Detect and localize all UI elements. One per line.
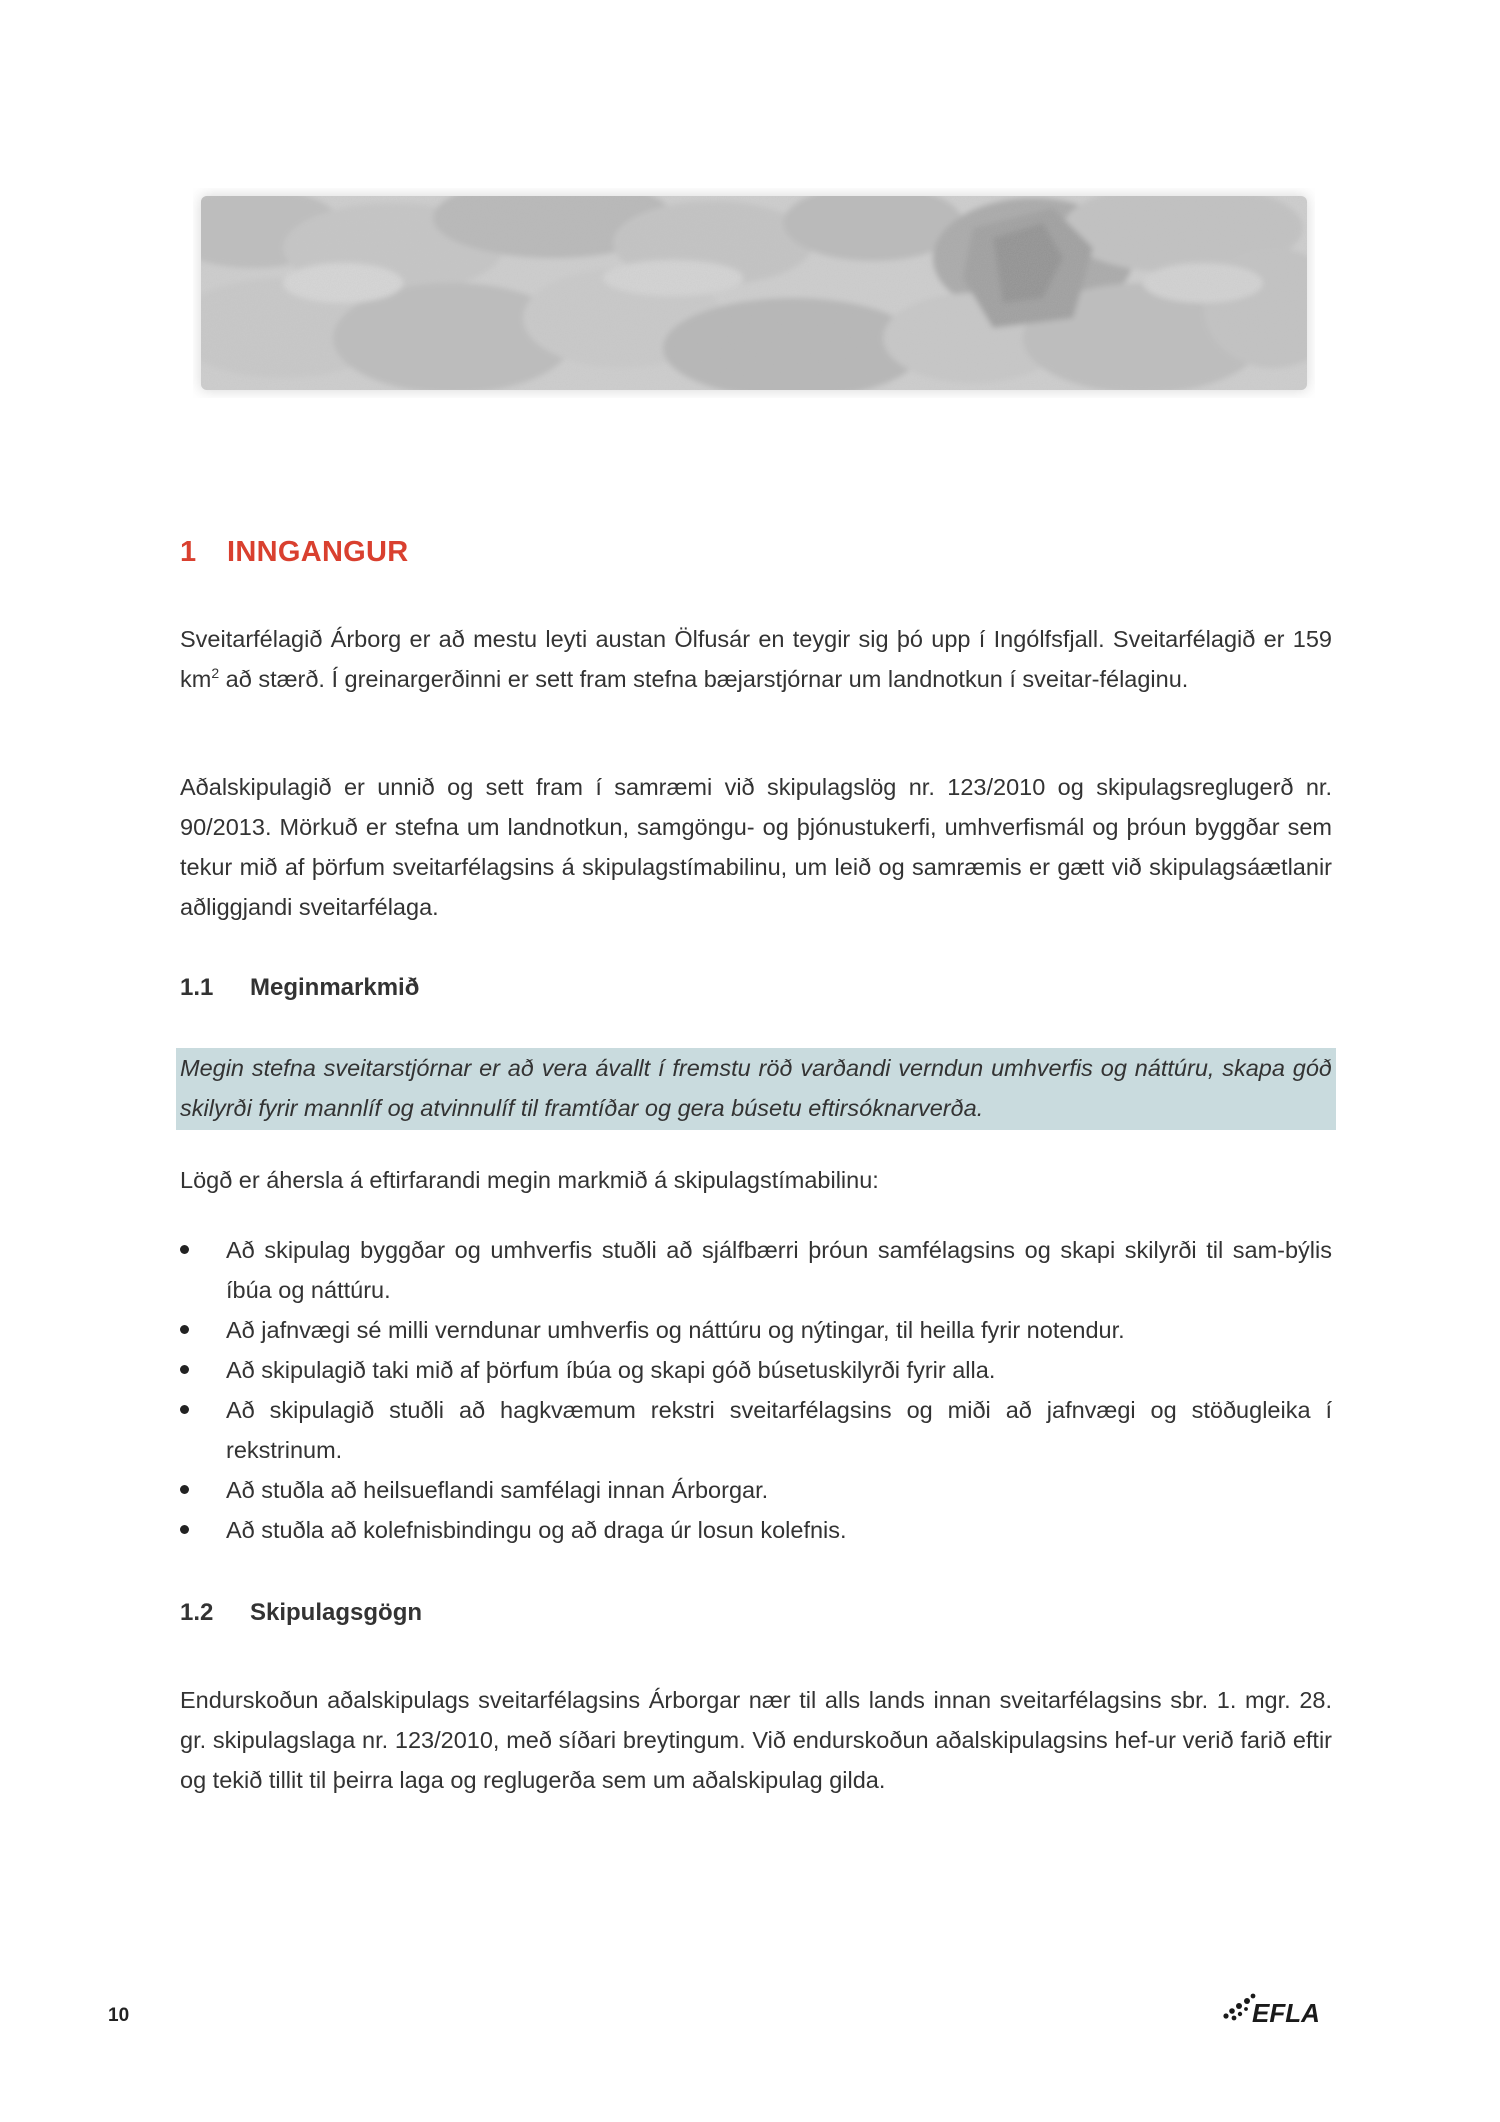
goals-bullet-list [180, 1230, 1332, 1550]
list-item: Að stuðla að kolefnisbindingu og að draga úr losun kolefnis. [180, 1510, 1332, 1550]
section-title: INNGANGUR [227, 536, 409, 568]
policy-statement: Megin stefna sveitarstjórnar er að vera ávallt í fremstu röð varðandi verndun umhverfis og náttúru, skapa góð skilyrði fyrir mannlíf og atvinnulíf til framtíðar og gera búsetu eftirsóknarverða. [180, 1055, 1332, 1121]
header-banner-image [193, 188, 1315, 398]
planning-documents-paragraph: Endurskoðun aðalskipulags sveitarfélagsins Árborgar nær til alls lands innan sveitarfélagsins sbr. 1. mgr. 28. gr. skipulagslaga nr. 123/2010, með síðari breytingum. Við endurskoðun aðalskipulagsins hef-ur verið farið eftir og tekið tillit til þeirra laga og reglugerða sem um aðalskipulag gilda. [180, 1687, 1332, 1793]
bullet-icon [180, 1325, 189, 1334]
section-number: 1 [180, 536, 197, 568]
bullet-icon [180, 1405, 189, 1414]
svg-text:EFLA: EFLA [1252, 1998, 1320, 2026]
bullet-icon [180, 1365, 189, 1374]
list-item: Að skipulag byggðar og umhverfis stuðli að sjálfbærri þróun samfélagsins og skapi skilyrði til sam-býlis íbúa og náttúru. [180, 1230, 1332, 1310]
bullet-icon [180, 1245, 189, 1254]
superscript-2: 2 [211, 665, 220, 682]
intro-text-part-2: að stærð. Í greinargerðinni er sett fram stefna bæjarstjórnar um landnotkun í sveitar-félaginu. [219, 666, 1189, 692]
subsection-heading-1-2 [180, 1599, 422, 1627]
intro-text-part-1: Sveitarfélagið Árborg er að mestu leyti austan Ölfusár en teygir sig þó upp í Ingólfsfjall. Sveitarfélagið er 159 km [180, 626, 1332, 692]
policy-highlight-box [176, 1048, 1336, 1130]
subsection-title: Skipulagsgögn [250, 1599, 423, 1626]
list-item: Að jafnvægi sé milli verndunar umhverfis og náttúru og nýtingar, til heilla fyrir notendur. [180, 1310, 1332, 1350]
efla-logo [1222, 1990, 1334, 2026]
goals-lead-paragraph: Lögð er áhersla á eftirfarandi megin markmið á skipulagstímabilinu: [180, 1167, 879, 1193]
subsection-number: 1.2 [180, 1599, 214, 1626]
subsection-number: 1.1 [180, 974, 214, 1001]
bullet-icon [180, 1485, 189, 1494]
list-item: Að skipulagið taki mið af þörfum íbúa og skapi góð búsetuskilyrði fyrir alla. [180, 1350, 1332, 1390]
subsection-heading-1-1 [180, 974, 419, 1002]
list-item: Að stuðla að heilsueflandi samfélagi innan Árborgar. [180, 1470, 1332, 1510]
list-item: Að skipulagið stuðli að hagkvæmum rekstri sveitarfélagsins og miði að jafnvægi og stöðugleika í rekstrinum. [180, 1390, 1332, 1470]
section-heading [180, 536, 409, 569]
intro-paragraph-2: Aðalskipulagið er unnið og sett fram í samræmi við skipulagslög nr. 123/2010 og skipulagsreglugerð nr. 90/2013. Mörkuð er stefna um landnotkun, samgöngu- og þjónustukerfi, umhverfismál og þróun byggðar sem tekur mið af þörfum sveitarfélagsins á skipulagstímabilinu, um leið og samræmis er gætt við skipulagsáætlanir aðliggjandi sveitarfélaga. [180, 774, 1332, 920]
subsection-title: Meginmarkmið [250, 974, 420, 1001]
page-number: 10 [108, 2005, 130, 2026]
bullet-icon [180, 1525, 189, 1534]
intro-paragraph-1 [180, 619, 1332, 699]
efla-dots-logo-icon [1222, 1990, 1334, 2026]
